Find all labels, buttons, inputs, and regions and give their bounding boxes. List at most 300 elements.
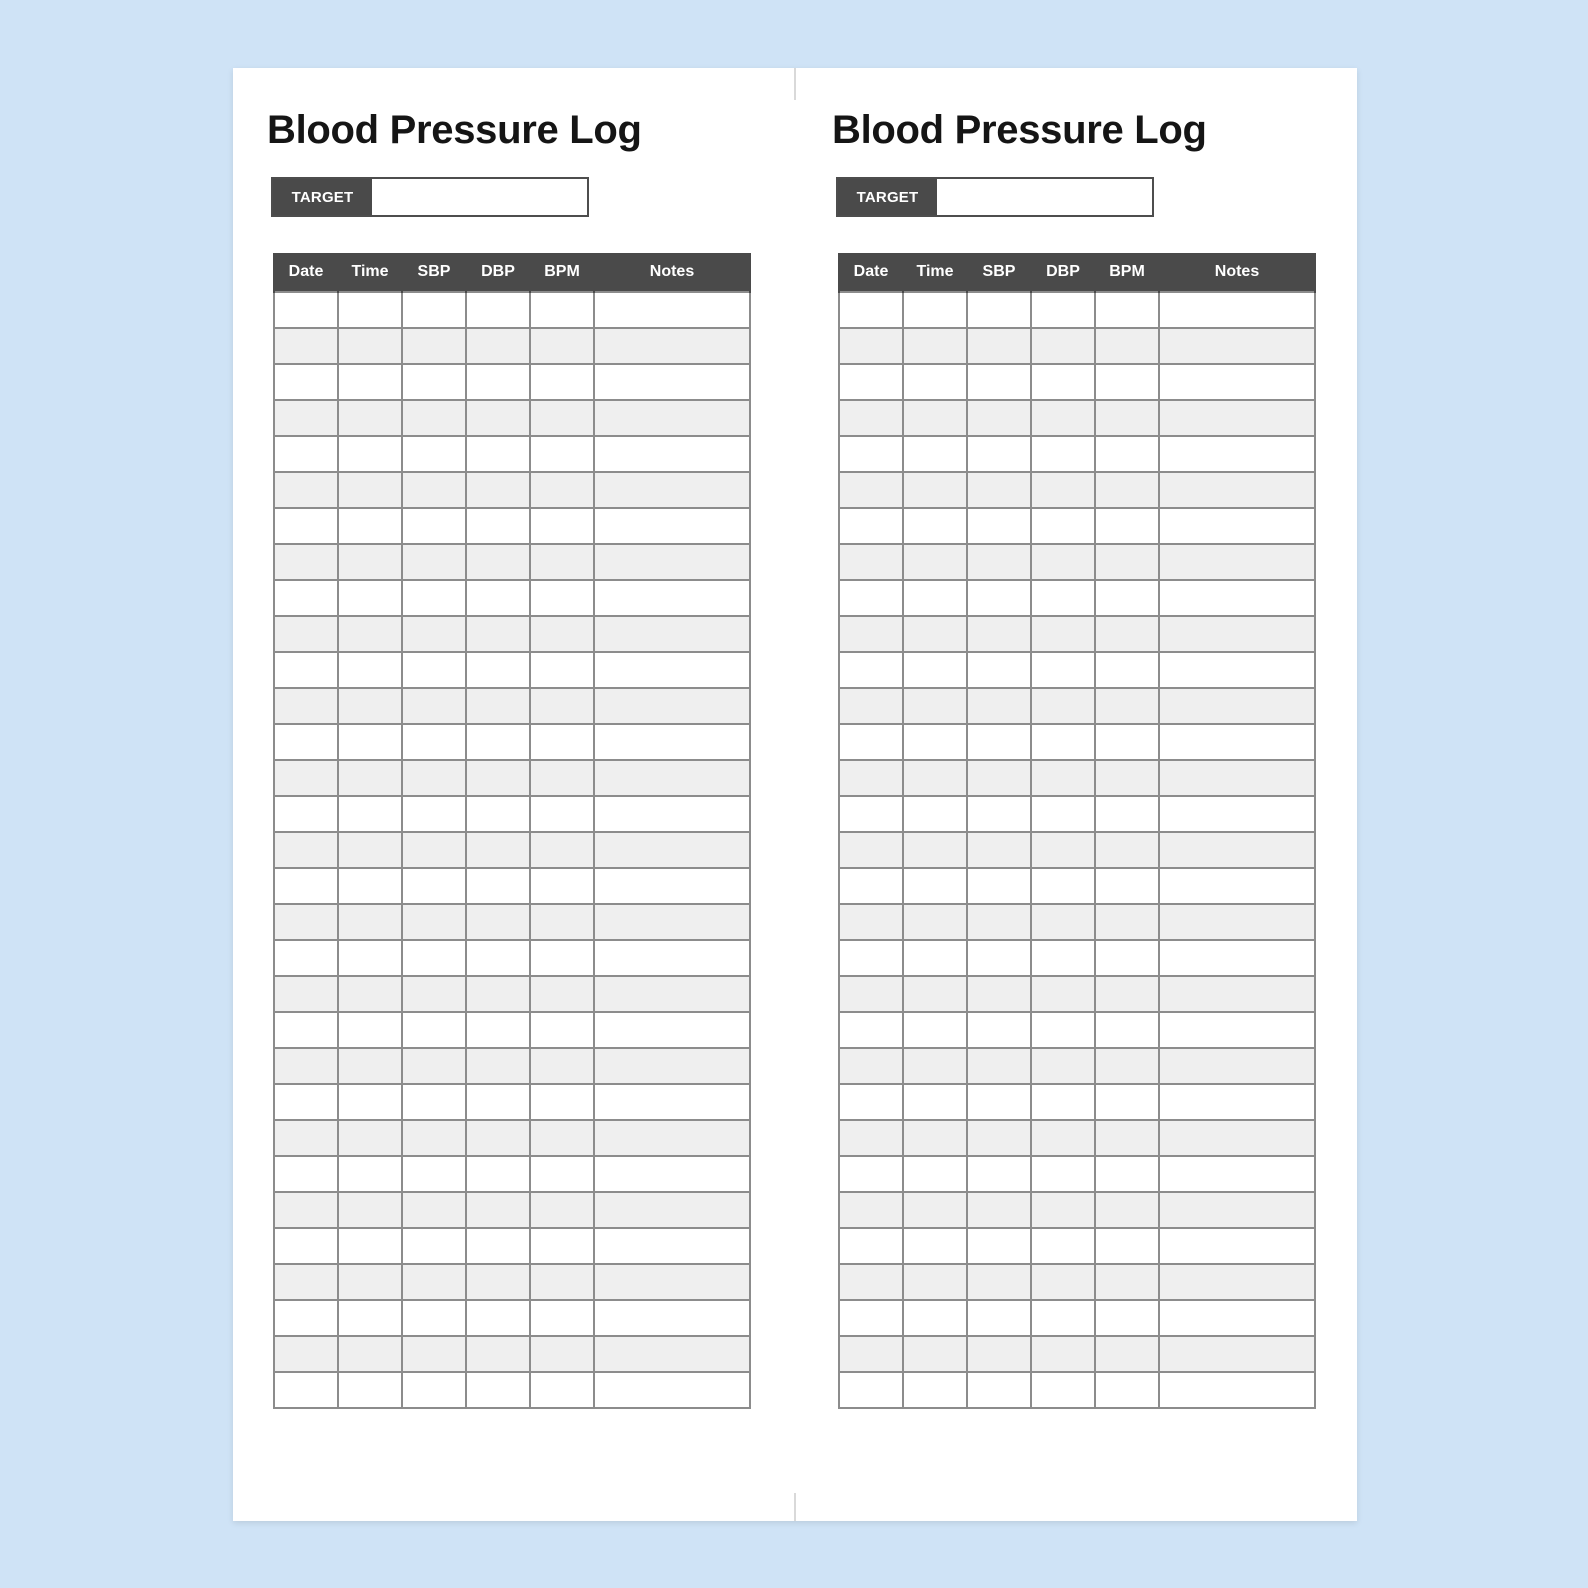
time-cell[interactable] [338, 616, 402, 652]
sbp-cell[interactable] [402, 976, 466, 1012]
notes-cell[interactable] [594, 832, 750, 868]
date-cell[interactable] [839, 1300, 903, 1336]
notes-cell[interactable] [1159, 1372, 1315, 1408]
date-cell[interactable] [274, 472, 338, 508]
time-cell[interactable] [338, 1048, 402, 1084]
time-cell[interactable] [338, 1012, 402, 1048]
time-cell[interactable] [338, 1228, 402, 1264]
time-cell[interactable] [903, 1336, 967, 1372]
time-cell[interactable] [338, 940, 402, 976]
bpm-cell[interactable] [530, 796, 594, 832]
notes-cell[interactable] [594, 508, 750, 544]
date-cell[interactable] [274, 292, 338, 328]
sbp-cell[interactable] [967, 328, 1031, 364]
time-cell[interactable] [903, 1300, 967, 1336]
time-cell[interactable] [338, 976, 402, 1012]
sbp-cell[interactable] [402, 580, 466, 616]
time-cell[interactable] [903, 436, 967, 472]
sbp-cell[interactable] [402, 1048, 466, 1084]
sbp-cell[interactable] [967, 760, 1031, 796]
dbp-cell[interactable] [466, 1372, 530, 1408]
dbp-cell[interactable] [466, 1300, 530, 1336]
notes-cell[interactable] [594, 688, 750, 724]
dbp-cell[interactable] [466, 904, 530, 940]
date-cell[interactable] [839, 976, 903, 1012]
bpm-cell[interactable] [1095, 508, 1159, 544]
sbp-cell[interactable] [967, 688, 1031, 724]
notes-cell[interactable] [1159, 364, 1315, 400]
bpm-cell[interactable] [1095, 724, 1159, 760]
sbp-cell[interactable] [402, 1192, 466, 1228]
sbp-cell[interactable] [967, 544, 1031, 580]
bpm-cell[interactable] [1095, 868, 1159, 904]
time-cell[interactable] [903, 832, 967, 868]
notes-cell[interactable] [1159, 436, 1315, 472]
sbp-cell[interactable] [402, 652, 466, 688]
bpm-cell[interactable] [530, 1372, 594, 1408]
notes-cell[interactable] [1159, 400, 1315, 436]
dbp-cell[interactable] [1031, 436, 1095, 472]
bpm-cell[interactable] [530, 1156, 594, 1192]
dbp-cell[interactable] [466, 724, 530, 760]
date-cell[interactable] [839, 544, 903, 580]
bpm-cell[interactable] [1095, 1048, 1159, 1084]
date-cell[interactable] [839, 652, 903, 688]
bpm-cell[interactable] [530, 1120, 594, 1156]
time-cell[interactable] [903, 1120, 967, 1156]
date-cell[interactable] [839, 1264, 903, 1300]
bpm-cell[interactable] [530, 652, 594, 688]
time-cell[interactable] [338, 364, 402, 400]
date-cell[interactable] [274, 364, 338, 400]
date-cell[interactable] [274, 1048, 338, 1084]
sbp-cell[interactable] [967, 940, 1031, 976]
notes-cell[interactable] [1159, 508, 1315, 544]
notes-cell[interactable] [594, 796, 750, 832]
date-cell[interactable] [839, 1084, 903, 1120]
bpm-cell[interactable] [530, 976, 594, 1012]
time-cell[interactable] [903, 976, 967, 1012]
notes-cell[interactable] [1159, 868, 1315, 904]
dbp-cell[interactable] [1031, 400, 1095, 436]
date-cell[interactable] [839, 292, 903, 328]
dbp-cell[interactable] [466, 760, 530, 796]
time-cell[interactable] [903, 1084, 967, 1120]
date-cell[interactable] [274, 1300, 338, 1336]
time-cell[interactable] [338, 724, 402, 760]
dbp-cell[interactable] [466, 688, 530, 724]
time-cell[interactable] [903, 616, 967, 652]
date-cell[interactable] [274, 544, 338, 580]
dbp-cell[interactable] [1031, 544, 1095, 580]
dbp-cell[interactable] [466, 580, 530, 616]
sbp-cell[interactable] [402, 436, 466, 472]
date-cell[interactable] [839, 1372, 903, 1408]
dbp-cell[interactable] [1031, 1372, 1095, 1408]
time-cell[interactable] [903, 1156, 967, 1192]
sbp-cell[interactable] [967, 904, 1031, 940]
date-cell[interactable] [274, 904, 338, 940]
bpm-cell[interactable] [1095, 1084, 1159, 1120]
date-cell[interactable] [274, 616, 338, 652]
notes-cell[interactable] [1159, 616, 1315, 652]
sbp-cell[interactable] [967, 436, 1031, 472]
sbp-cell[interactable] [967, 1264, 1031, 1300]
date-cell[interactable] [274, 760, 338, 796]
dbp-cell[interactable] [466, 652, 530, 688]
sbp-cell[interactable] [402, 364, 466, 400]
time-cell[interactable] [903, 1264, 967, 1300]
date-cell[interactable] [274, 1120, 338, 1156]
time-cell[interactable] [903, 1192, 967, 1228]
bpm-cell[interactable] [1095, 616, 1159, 652]
dbp-cell[interactable] [1031, 1012, 1095, 1048]
date-cell[interactable] [839, 940, 903, 976]
time-cell[interactable] [338, 1264, 402, 1300]
time-cell[interactable] [903, 868, 967, 904]
notes-cell[interactable] [594, 940, 750, 976]
time-cell[interactable] [903, 796, 967, 832]
date-cell[interactable] [839, 508, 903, 544]
bpm-cell[interactable] [530, 1012, 594, 1048]
time-cell[interactable] [903, 544, 967, 580]
sbp-cell[interactable] [967, 724, 1031, 760]
sbp-cell[interactable] [967, 652, 1031, 688]
date-cell[interactable] [839, 1048, 903, 1084]
bpm-cell[interactable] [530, 1300, 594, 1336]
time-cell[interactable] [903, 364, 967, 400]
sbp-cell[interactable] [402, 328, 466, 364]
date-cell[interactable] [839, 724, 903, 760]
sbp-cell[interactable] [967, 580, 1031, 616]
date-cell[interactable] [839, 328, 903, 364]
sbp-cell[interactable] [967, 832, 1031, 868]
bpm-cell[interactable] [1095, 1264, 1159, 1300]
dbp-cell[interactable] [1031, 832, 1095, 868]
time-cell[interactable] [338, 508, 402, 544]
dbp-cell[interactable] [466, 1120, 530, 1156]
bpm-cell[interactable] [530, 688, 594, 724]
sbp-cell[interactable] [967, 616, 1031, 652]
notes-cell[interactable] [594, 364, 750, 400]
notes-cell[interactable] [594, 868, 750, 904]
sbp-cell[interactable] [402, 868, 466, 904]
date-cell[interactable] [274, 580, 338, 616]
dbp-cell[interactable] [1031, 472, 1095, 508]
notes-cell[interactable] [1159, 544, 1315, 580]
dbp-cell[interactable] [1031, 940, 1095, 976]
time-cell[interactable] [338, 760, 402, 796]
dbp-cell[interactable] [1031, 1048, 1095, 1084]
time-cell[interactable] [338, 1120, 402, 1156]
notes-cell[interactable] [594, 472, 750, 508]
notes-cell[interactable] [594, 436, 750, 472]
date-cell[interactable] [274, 1156, 338, 1192]
date-cell[interactable] [274, 688, 338, 724]
sbp-cell[interactable] [402, 400, 466, 436]
dbp-cell[interactable] [466, 796, 530, 832]
date-cell[interactable] [274, 652, 338, 688]
target-input[interactable] [372, 179, 587, 215]
sbp-cell[interactable] [967, 364, 1031, 400]
sbp-cell[interactable] [402, 1120, 466, 1156]
time-cell[interactable] [338, 436, 402, 472]
dbp-cell[interactable] [466, 292, 530, 328]
date-cell[interactable] [274, 1012, 338, 1048]
date-cell[interactable] [274, 976, 338, 1012]
notes-cell[interactable] [594, 1156, 750, 1192]
dbp-cell[interactable] [1031, 1336, 1095, 1372]
dbp-cell[interactable] [466, 472, 530, 508]
notes-cell[interactable] [594, 1084, 750, 1120]
sbp-cell[interactable] [402, 544, 466, 580]
time-cell[interactable] [903, 328, 967, 364]
dbp-cell[interactable] [466, 616, 530, 652]
dbp-cell[interactable] [466, 1192, 530, 1228]
sbp-cell[interactable] [402, 508, 466, 544]
bpm-cell[interactable] [530, 400, 594, 436]
time-cell[interactable] [903, 1228, 967, 1264]
time-cell[interactable] [903, 940, 967, 976]
time-cell[interactable] [903, 904, 967, 940]
date-cell[interactable] [839, 868, 903, 904]
sbp-cell[interactable] [967, 508, 1031, 544]
bpm-cell[interactable] [1095, 364, 1159, 400]
bpm-cell[interactable] [530, 1264, 594, 1300]
notes-cell[interactable] [1159, 760, 1315, 796]
date-cell[interactable] [839, 760, 903, 796]
sbp-cell[interactable] [402, 1156, 466, 1192]
time-cell[interactable] [338, 328, 402, 364]
bpm-cell[interactable] [1095, 580, 1159, 616]
date-cell[interactable] [274, 1192, 338, 1228]
notes-cell[interactable] [594, 904, 750, 940]
notes-cell[interactable] [594, 1228, 750, 1264]
dbp-cell[interactable] [1031, 292, 1095, 328]
bpm-cell[interactable] [530, 616, 594, 652]
dbp-cell[interactable] [1031, 724, 1095, 760]
time-cell[interactable] [338, 652, 402, 688]
date-cell[interactable] [274, 940, 338, 976]
date-cell[interactable] [274, 868, 338, 904]
bpm-cell[interactable] [1095, 1372, 1159, 1408]
sbp-cell[interactable] [402, 1012, 466, 1048]
notes-cell[interactable] [1159, 724, 1315, 760]
date-cell[interactable] [839, 688, 903, 724]
notes-cell[interactable] [594, 1336, 750, 1372]
bpm-cell[interactable] [530, 1336, 594, 1372]
sbp-cell[interactable] [402, 1336, 466, 1372]
dbp-cell[interactable] [466, 544, 530, 580]
sbp-cell[interactable] [967, 1048, 1031, 1084]
bpm-cell[interactable] [530, 1228, 594, 1264]
date-cell[interactable] [839, 616, 903, 652]
bpm-cell[interactable] [530, 1192, 594, 1228]
sbp-cell[interactable] [402, 292, 466, 328]
dbp-cell[interactable] [466, 976, 530, 1012]
time-cell[interactable] [338, 1084, 402, 1120]
dbp-cell[interactable] [466, 1228, 530, 1264]
time-cell[interactable] [338, 904, 402, 940]
bpm-cell[interactable] [530, 580, 594, 616]
date-cell[interactable] [274, 400, 338, 436]
sbp-cell[interactable] [967, 472, 1031, 508]
date-cell[interactable] [839, 1120, 903, 1156]
sbp-cell[interactable] [402, 1084, 466, 1120]
sbp-cell[interactable] [967, 1300, 1031, 1336]
bpm-cell[interactable] [530, 292, 594, 328]
date-cell[interactable] [839, 364, 903, 400]
notes-cell[interactable] [1159, 940, 1315, 976]
date-cell[interactable] [274, 508, 338, 544]
notes-cell[interactable] [594, 1372, 750, 1408]
time-cell[interactable] [338, 1372, 402, 1408]
dbp-cell[interactable] [466, 364, 530, 400]
sbp-cell[interactable] [967, 1336, 1031, 1372]
notes-cell[interactable] [1159, 1084, 1315, 1120]
date-cell[interactable] [839, 580, 903, 616]
sbp-cell[interactable] [402, 796, 466, 832]
bpm-cell[interactable] [530, 832, 594, 868]
bpm-cell[interactable] [1095, 688, 1159, 724]
notes-cell[interactable] [1159, 1048, 1315, 1084]
sbp-cell[interactable] [967, 1372, 1031, 1408]
bpm-cell[interactable] [530, 1084, 594, 1120]
date-cell[interactable] [839, 400, 903, 436]
time-cell[interactable] [903, 652, 967, 688]
target-input[interactable] [937, 179, 1152, 215]
dbp-cell[interactable] [466, 868, 530, 904]
date-cell[interactable] [274, 436, 338, 472]
sbp-cell[interactable] [402, 724, 466, 760]
time-cell[interactable] [338, 472, 402, 508]
dbp-cell[interactable] [1031, 904, 1095, 940]
bpm-cell[interactable] [1095, 292, 1159, 328]
sbp-cell[interactable] [402, 1264, 466, 1300]
date-cell[interactable] [274, 1264, 338, 1300]
sbp-cell[interactable] [402, 688, 466, 724]
bpm-cell[interactable] [1095, 1192, 1159, 1228]
bpm-cell[interactable] [530, 724, 594, 760]
time-cell[interactable] [338, 292, 402, 328]
notes-cell[interactable] [1159, 832, 1315, 868]
time-cell[interactable] [903, 1372, 967, 1408]
notes-cell[interactable] [1159, 688, 1315, 724]
bpm-cell[interactable] [1095, 1336, 1159, 1372]
notes-cell[interactable] [1159, 1156, 1315, 1192]
time-cell[interactable] [903, 1048, 967, 1084]
notes-cell[interactable] [1159, 1120, 1315, 1156]
bpm-cell[interactable] [1095, 328, 1159, 364]
date-cell[interactable] [839, 796, 903, 832]
time-cell[interactable] [338, 580, 402, 616]
dbp-cell[interactable] [466, 436, 530, 472]
dbp-cell[interactable] [1031, 688, 1095, 724]
bpm-cell[interactable] [1095, 544, 1159, 580]
time-cell[interactable] [338, 832, 402, 868]
bpm-cell[interactable] [530, 1048, 594, 1084]
time-cell[interactable] [903, 400, 967, 436]
bpm-cell[interactable] [1095, 940, 1159, 976]
dbp-cell[interactable] [466, 1336, 530, 1372]
date-cell[interactable] [839, 904, 903, 940]
dbp-cell[interactable] [466, 940, 530, 976]
notes-cell[interactable] [1159, 796, 1315, 832]
time-cell[interactable] [338, 1300, 402, 1336]
bpm-cell[interactable] [1095, 976, 1159, 1012]
time-cell[interactable] [903, 688, 967, 724]
time-cell[interactable] [903, 1012, 967, 1048]
sbp-cell[interactable] [402, 1372, 466, 1408]
time-cell[interactable] [338, 400, 402, 436]
sbp-cell[interactable] [402, 472, 466, 508]
date-cell[interactable] [839, 1012, 903, 1048]
bpm-cell[interactable] [1095, 1156, 1159, 1192]
bpm-cell[interactable] [1095, 1228, 1159, 1264]
notes-cell[interactable] [594, 1012, 750, 1048]
date-cell[interactable] [274, 1084, 338, 1120]
notes-cell[interactable] [594, 616, 750, 652]
dbp-cell[interactable] [1031, 508, 1095, 544]
sbp-cell[interactable] [402, 616, 466, 652]
notes-cell[interactable] [1159, 976, 1315, 1012]
bpm-cell[interactable] [530, 904, 594, 940]
sbp-cell[interactable] [967, 796, 1031, 832]
bpm-cell[interactable] [530, 544, 594, 580]
notes-cell[interactable] [594, 544, 750, 580]
dbp-cell[interactable] [1031, 616, 1095, 652]
date-cell[interactable] [274, 1336, 338, 1372]
sbp-cell[interactable] [402, 940, 466, 976]
notes-cell[interactable] [594, 1300, 750, 1336]
dbp-cell[interactable] [466, 508, 530, 544]
notes-cell[interactable] [1159, 904, 1315, 940]
notes-cell[interactable] [1159, 1336, 1315, 1372]
sbp-cell[interactable] [967, 400, 1031, 436]
bpm-cell[interactable] [1095, 760, 1159, 796]
notes-cell[interactable] [594, 292, 750, 328]
dbp-cell[interactable] [466, 328, 530, 364]
time-cell[interactable] [903, 508, 967, 544]
date-cell[interactable] [274, 328, 338, 364]
bpm-cell[interactable] [530, 328, 594, 364]
notes-cell[interactable] [594, 580, 750, 616]
time-cell[interactable] [903, 472, 967, 508]
sbp-cell[interactable] [402, 760, 466, 796]
notes-cell[interactable] [1159, 1264, 1315, 1300]
time-cell[interactable] [338, 868, 402, 904]
date-cell[interactable] [839, 1156, 903, 1192]
bpm-cell[interactable] [1095, 1120, 1159, 1156]
bpm-cell[interactable] [1095, 1012, 1159, 1048]
sbp-cell[interactable] [967, 1156, 1031, 1192]
time-cell[interactable] [338, 796, 402, 832]
dbp-cell[interactable] [1031, 868, 1095, 904]
sbp-cell[interactable] [967, 1192, 1031, 1228]
time-cell[interactable] [338, 544, 402, 580]
notes-cell[interactable] [1159, 472, 1315, 508]
dbp-cell[interactable] [1031, 580, 1095, 616]
dbp-cell[interactable] [1031, 760, 1095, 796]
date-cell[interactable] [274, 832, 338, 868]
date-cell[interactable] [274, 1228, 338, 1264]
sbp-cell[interactable] [967, 1012, 1031, 1048]
bpm-cell[interactable] [530, 508, 594, 544]
dbp-cell[interactable] [466, 1012, 530, 1048]
notes-cell[interactable] [594, 1048, 750, 1084]
notes-cell[interactable] [1159, 1300, 1315, 1336]
dbp-cell[interactable] [1031, 976, 1095, 1012]
